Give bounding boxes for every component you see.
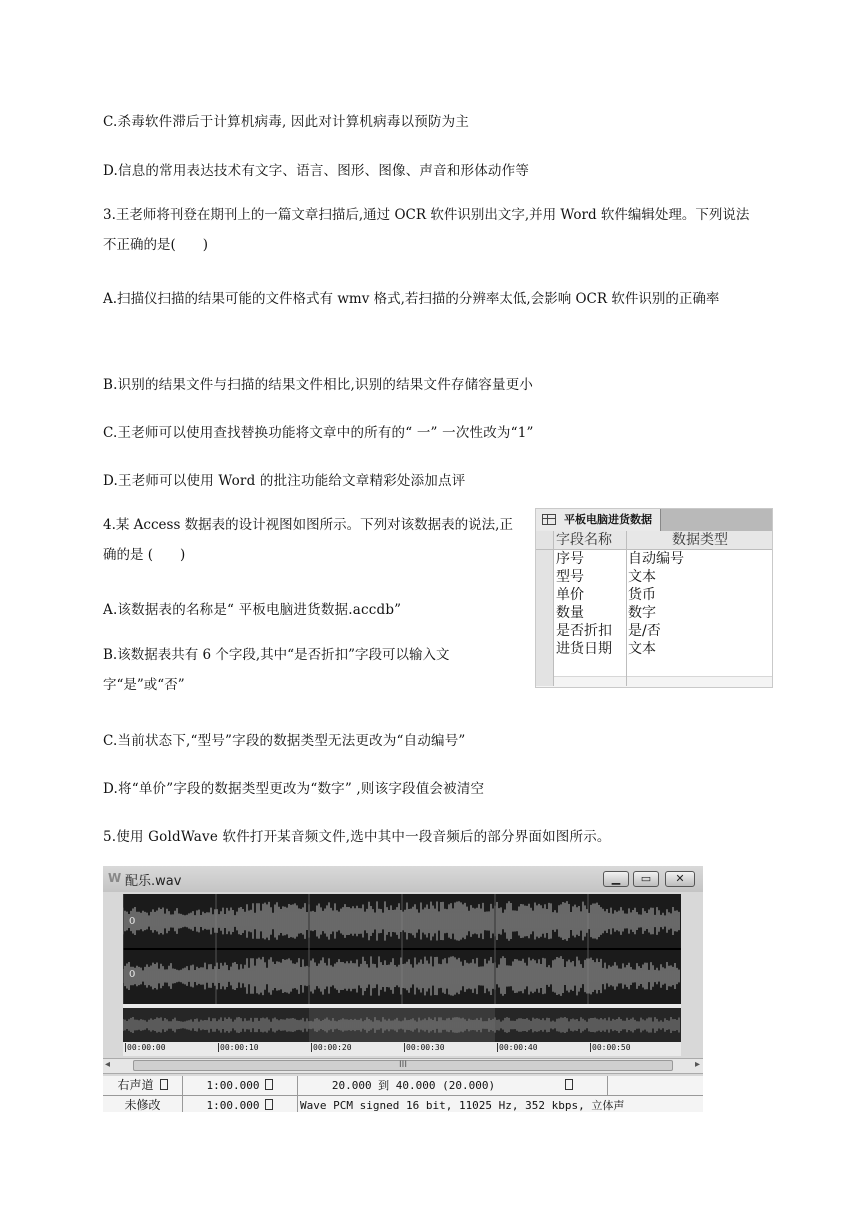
field-name[interactable] <box>556 658 627 676</box>
field-type[interactable]: 自动编号 <box>628 551 684 567</box>
length-value-1: 1:00.000 <box>206 1079 260 1092</box>
q3-option-b: B.识别的结果文件与扫描的结果文件相比,识别的结果文件存储容量更小 <box>103 377 534 393</box>
selection-value: 20.000 到 40.000 (20.000) <box>331 1079 496 1092</box>
gw-title-bar[interactable] <box>103 866 703 892</box>
time-tick-label: 00:00:50 <box>592 1043 631 1052</box>
q3-option-a: A.扫描仪扫描的结果可能的文件格式有 wmv 格式,若扫描的分辨率太低,会影响 OCR 软件识别的正确率 <box>103 291 720 307</box>
q3-option-d: D.王老师可以使用 Word 的批注功能给文章精彩处添加点评 <box>103 473 466 489</box>
field-type[interactable]: 文本 <box>628 569 656 585</box>
empty-field-row[interactable] <box>536 658 772 677</box>
horizontal-scrollbar[interactable] <box>103 1058 703 1074</box>
overview-bar[interactable] <box>123 1008 681 1042</box>
row-selector <box>536 676 554 686</box>
field-name <box>556 676 627 686</box>
q4-option-a: A.该数据表的名称是“ 平板电脑进货数据.accdb” <box>103 602 402 618</box>
row-selector[interactable] <box>536 604 554 622</box>
field-row[interactable] <box>536 640 772 659</box>
goldwave-window <box>103 866 703 1112</box>
field-type[interactable]: 是/否 <box>628 623 661 639</box>
access-table-title: 平板电脑进货数据 <box>564 513 652 526</box>
row-selector[interactable] <box>536 568 554 586</box>
overview-ruler[interactable] <box>123 1042 681 1056</box>
row-selector[interactable] <box>536 586 554 604</box>
field-row[interactable] <box>536 586 772 605</box>
time-tick-label: 00:00:10 <box>220 1043 259 1052</box>
q4-option-b: B.该数据表共有 6 个字段,其中“是否折扣”字段可以输入文字“是”或“否” <box>103 647 450 693</box>
maximize-button[interactable]: ▭ <box>633 871 659 887</box>
minimize-button[interactable]: ▁ <box>603 871 629 887</box>
channel-toggle-icon <box>160 1079 168 1090</box>
channel-status[interactable] <box>103 1076 183 1095</box>
goldwave-logo-icon: W <box>108 871 122 885</box>
selection-box-icon <box>565 1079 573 1090</box>
field-name[interactable]: 进货日期 <box>556 640 627 658</box>
row-selector <box>536 531 554 549</box>
time-tick-label: 00:00:20 <box>313 1043 352 1052</box>
channel-label: 右声道 <box>117 1078 154 1092</box>
q2-option-c: C.杀毒软件滞后于计算机病毒, 因此对计算机病毒以预防为主 <box>103 114 470 130</box>
length-field-1 <box>183 1076 298 1095</box>
header-field-name: 字段名称 <box>556 531 627 549</box>
time-tick-label: 00:00:00 <box>127 1043 166 1052</box>
waveform-area[interactable] <box>123 894 681 1004</box>
length-value-2: 1:00.000 <box>206 1099 260 1112</box>
access-header-row <box>536 531 772 550</box>
scroll-right-icon[interactable]: ▸ <box>694 1059 700 1070</box>
question-4: 4.某 Access 数据表的设计视图如图所示。下列对该数据表的说法,正确的是 ( ) <box>103 517 513 563</box>
length-field-2 <box>183 1096 298 1112</box>
field-name[interactable]: 是否折扣 <box>556 622 627 640</box>
time-tick-label: 00:00:30 <box>406 1043 445 1052</box>
field-row[interactable] <box>536 568 772 587</box>
field-name[interactable]: 数量 <box>556 604 627 622</box>
question-3: 3.王老师将刊登在期刊上的一篇文章扫描后,通过 OCR 软件识别出文字,并用 Word 软件编辑处理。下列说法不正确的是( ) <box>103 207 750 253</box>
gw-file-title: 配乐.wav <box>125 874 182 889</box>
field-name[interactable]: 单价 <box>556 586 627 604</box>
q2-option-d: D.信息的常用表达技术有文字、语言、图形、图像、声音和形体动作等 <box>103 163 530 179</box>
q4-option-c: C.当前状态下,“型号”字段的数据类型无法更改为“自动编号” <box>103 733 466 749</box>
status-bar-2 <box>103 1096 703 1112</box>
length-box-icon <box>265 1099 273 1110</box>
row-selector[interactable] <box>536 622 554 640</box>
question-5: 5.使用 GoldWave 软件打开某音频文件,选中其中一段音频后的部分界面如图所示。 <box>103 829 611 845</box>
q3-option-c: C.王老师可以使用查找替换功能将文章中的所有的“ 一” 一次性改为“1” <box>103 425 534 441</box>
status-bar-1 <box>103 1076 703 1096</box>
selection-range <box>298 1076 608 1095</box>
field-row[interactable] <box>536 604 772 623</box>
row-selector[interactable] <box>536 640 554 658</box>
field-type[interactable]: 文本 <box>628 641 656 657</box>
close-button[interactable]: ✕ <box>665 871 695 887</box>
field-name[interactable]: 型号 <box>556 568 627 586</box>
table-icon <box>542 514 556 525</box>
field-row[interactable] <box>536 550 772 569</box>
field-type[interactable] <box>628 658 772 676</box>
header-data-type: 数据类型 <box>672 532 728 548</box>
scroll-thumb[interactable]: III <box>133 1060 673 1071</box>
field-name[interactable]: 序号 <box>556 550 627 568</box>
time-tick-label: 00:00:40 <box>499 1043 538 1052</box>
empty-field-row <box>536 676 772 686</box>
scroll-left-icon[interactable]: ◂ <box>105 1059 111 1070</box>
length-box-icon <box>265 1079 273 1090</box>
modified-status: 未修改 <box>103 1096 183 1112</box>
row-selector[interactable] <box>536 550 554 568</box>
access-tab-bar <box>536 509 772 531</box>
field-type[interactable]: 数字 <box>628 605 656 621</box>
audio-format: Wave PCM signed 16 bit, 11025 Hz, 352 kbps, 立体声 <box>300 1099 625 1112</box>
access-design-view <box>535 508 773 688</box>
row-selector[interactable] <box>536 658 554 676</box>
zero-label-bottom: 0 <box>129 969 136 980</box>
field-type[interactable]: 货币 <box>628 587 656 603</box>
field-row[interactable] <box>536 622 772 641</box>
access-table-tab[interactable] <box>536 509 661 531</box>
zero-label-top: 0 <box>129 916 136 927</box>
q4-option-d: D.将“单价”字段的数据类型更改为“数字” ,则该字段值会被清空 <box>103 781 485 797</box>
